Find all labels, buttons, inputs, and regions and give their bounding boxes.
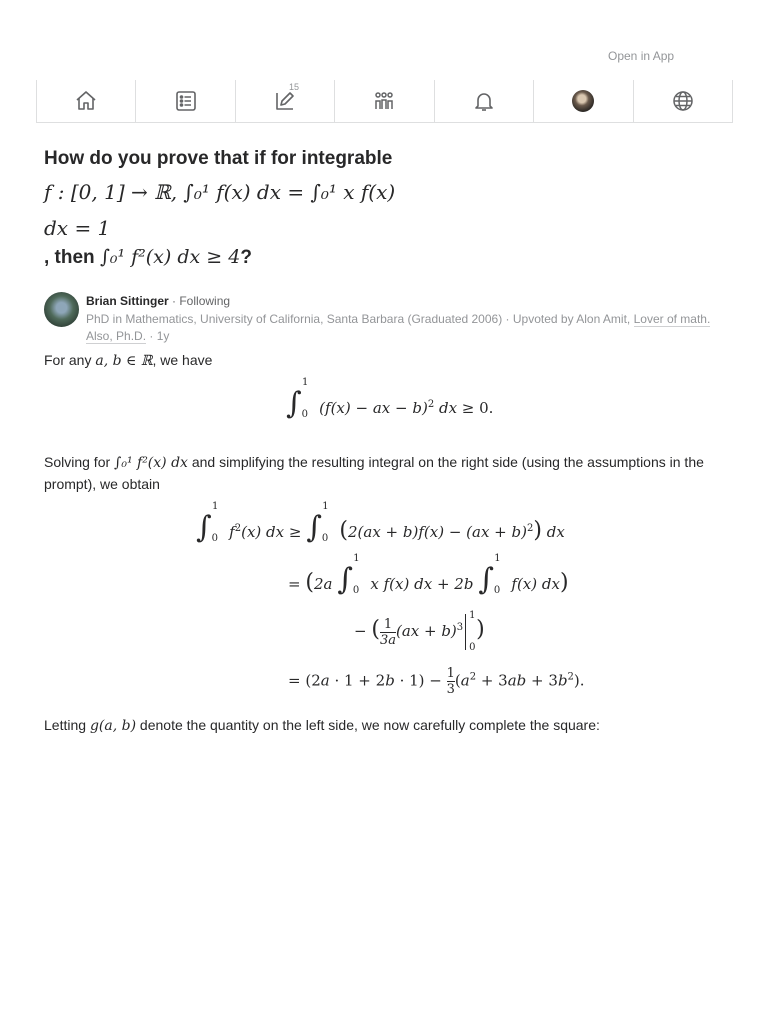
top-nav <box>36 80 733 123</box>
edit-icon <box>273 89 297 113</box>
answer-list-icon <box>174 89 198 113</box>
p1-prefix: For any <box>44 352 96 368</box>
question-then-math: ∫₀¹ f²(x) dx ≥ 4 <box>99 246 241 268</box>
answer-paragraph-2 <box>44 452 734 495</box>
question-then-text: , then <box>44 247 95 268</box>
author-avatar[interactable] <box>44 292 79 327</box>
author-name[interactable]: Brian Sittinger <box>86 294 169 308</box>
equation-1: $\int_0^1$ (f(x) − ax − b)$^2$ dx ≥ 0. <box>286 377 494 421</box>
p1-suffix: , we have <box>152 352 213 368</box>
profile-avatar <box>572 90 594 112</box>
nav-profile[interactable] <box>534 80 633 122</box>
answer-paragraph-3 <box>44 715 734 737</box>
question-math-line-2: dx = 1 <box>44 216 111 240</box>
credential-text: PhD in Mathematics, University of California, Santa Barbara (Graduated 2006) · Upvoted by Alon Amit, <box>86 312 631 326</box>
upvoter-link-2[interactable]: Also, Ph.D. <box>86 329 147 343</box>
author-line <box>86 294 230 308</box>
nav-following[interactable] <box>136 80 235 122</box>
upvoter-link[interactable]: Lover of math. <box>633 312 711 326</box>
home-icon <box>74 89 98 113</box>
equation-2-line-1: $\int_0^1$ $f^2(x)$ dx ≥ $\int_0^1$ (2(ax + b)f(x) − (ax + b)$^2$) dx <box>196 501 565 545</box>
p2-math: ∫₀¹ f²(x) dx <box>114 455 188 471</box>
nav-spaces[interactable] <box>335 80 434 122</box>
equation-2-line-4: = (2a · 1 + 2b · 1) − $\frac{1}{3}$ $(a^2 + 3ab + 3b^2)$. <box>288 666 585 697</box>
nav-notifications[interactable] <box>435 80 534 122</box>
question-math-line-3 <box>44 246 252 269</box>
p2-suffix: and simplifying the resulting integral on the right side (using the assumptions in the prompt), we obtain <box>44 454 704 492</box>
spaces-icon <box>372 89 396 113</box>
follow-status[interactable]: · Following <box>168 294 231 308</box>
question-math-line-1: f : [0, 1] → ℝ, ∫₀¹ f(x) dx = ∫₀¹ x f(x) <box>44 180 396 204</box>
open-in-app-link[interactable]: Open in App <box>608 49 675 63</box>
author-credential <box>86 311 716 345</box>
p3-suffix: denote the quantity on the left side, we now carefully complete the square: <box>136 717 600 733</box>
p3-math: g(a, b) <box>89 718 137 734</box>
question-title[interactable]: How do you prove that if for integrable <box>44 148 393 169</box>
notification-badge: 15 <box>289 82 300 92</box>
question-mark: ? <box>240 247 252 268</box>
answer-time[interactable]: · 1y <box>146 329 170 343</box>
nav-answer[interactable] <box>236 80 335 122</box>
nav-home[interactable] <box>36 80 136 122</box>
answer-paragraph-1 <box>44 350 734 372</box>
equation-2-line-3: − ( $\frac{1}{3a}$ (ax + b)$^3$ 1 0 ) <box>354 610 485 653</box>
equation-2-line-2: = (2a $\int_0^1$ x f(x) dx + 2b $\int_0^1$ f(x) dx) <box>288 553 569 597</box>
nav-language[interactable] <box>634 80 733 122</box>
globe-icon <box>671 89 695 113</box>
p3-prefix: Letting <box>44 717 90 733</box>
p2-prefix: Solving for <box>44 454 115 470</box>
p1-math: a, b ∈ ℝ <box>95 353 153 369</box>
bell-icon <box>472 89 496 113</box>
